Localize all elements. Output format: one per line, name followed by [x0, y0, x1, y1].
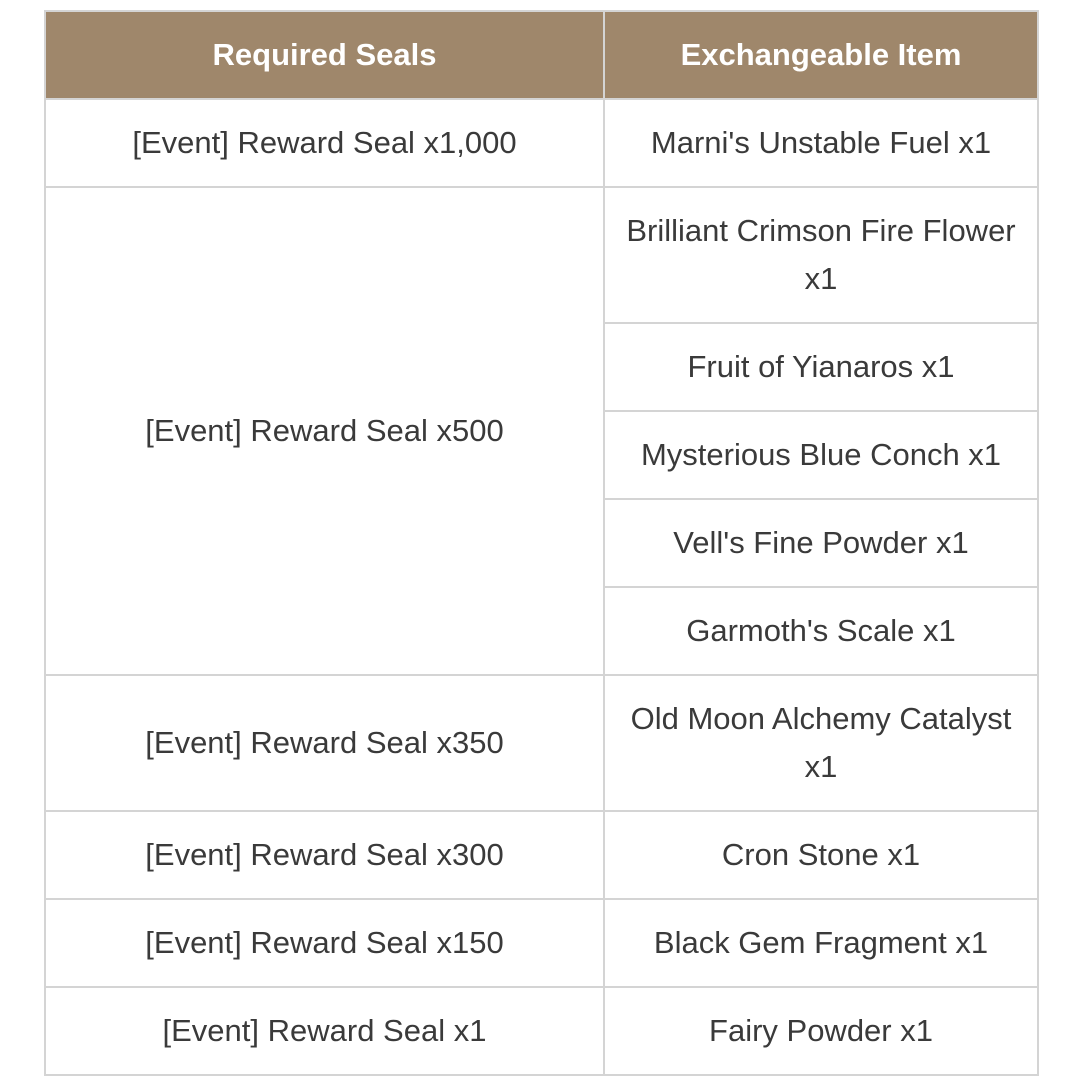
- required-seals-cell: [Event] Reward Seal x1: [45, 987, 604, 1075]
- table-row: [45, 187, 1038, 323]
- table-row: [45, 99, 1038, 187]
- header-required-seals: Required Seals: [45, 11, 604, 99]
- exchangeable-item-cell: Cron Stone x1: [604, 811, 1038, 899]
- required-seals-cell: [Event] Reward Seal x1,000: [45, 99, 604, 187]
- required-seals-cell: [Event] Reward Seal x300: [45, 811, 604, 899]
- table-row: [45, 899, 1038, 987]
- exchangeable-item-cell: Marni's Unstable Fuel x1: [604, 99, 1038, 187]
- table-row: [45, 811, 1038, 899]
- exchangeable-item-cell: Mysterious Blue Conch x1: [604, 411, 1038, 499]
- table-row: [45, 987, 1038, 1075]
- exchangeable-item-cell: Fruit of Yianaros x1: [604, 323, 1038, 411]
- seal-exchange-table: [44, 10, 1039, 1076]
- table-header-row: [45, 11, 1038, 99]
- required-seals-cell: [Event] Reward Seal x150: [45, 899, 604, 987]
- exchangeable-item-cell: Black Gem Fragment x1: [604, 899, 1038, 987]
- header-exchangeable-item: Exchangeable Item: [604, 11, 1038, 99]
- required-seals-cell: [Event] Reward Seal x500: [45, 187, 604, 675]
- exchange-table-container: [44, 10, 1037, 1076]
- exchangeable-item-cell: Brilliant Crimson Fire Flower x1: [604, 187, 1038, 323]
- exchangeable-item-cell: Garmoth's Scale x1: [604, 587, 1038, 675]
- exchangeable-item-cell: Fairy Powder x1: [604, 987, 1038, 1075]
- exchangeable-item-cell: Old Moon Alchemy Catalyst x1: [604, 675, 1038, 811]
- table-row: [45, 675, 1038, 811]
- required-seals-cell: [Event] Reward Seal x350: [45, 675, 604, 811]
- exchangeable-item-cell: Vell's Fine Powder x1: [604, 499, 1038, 587]
